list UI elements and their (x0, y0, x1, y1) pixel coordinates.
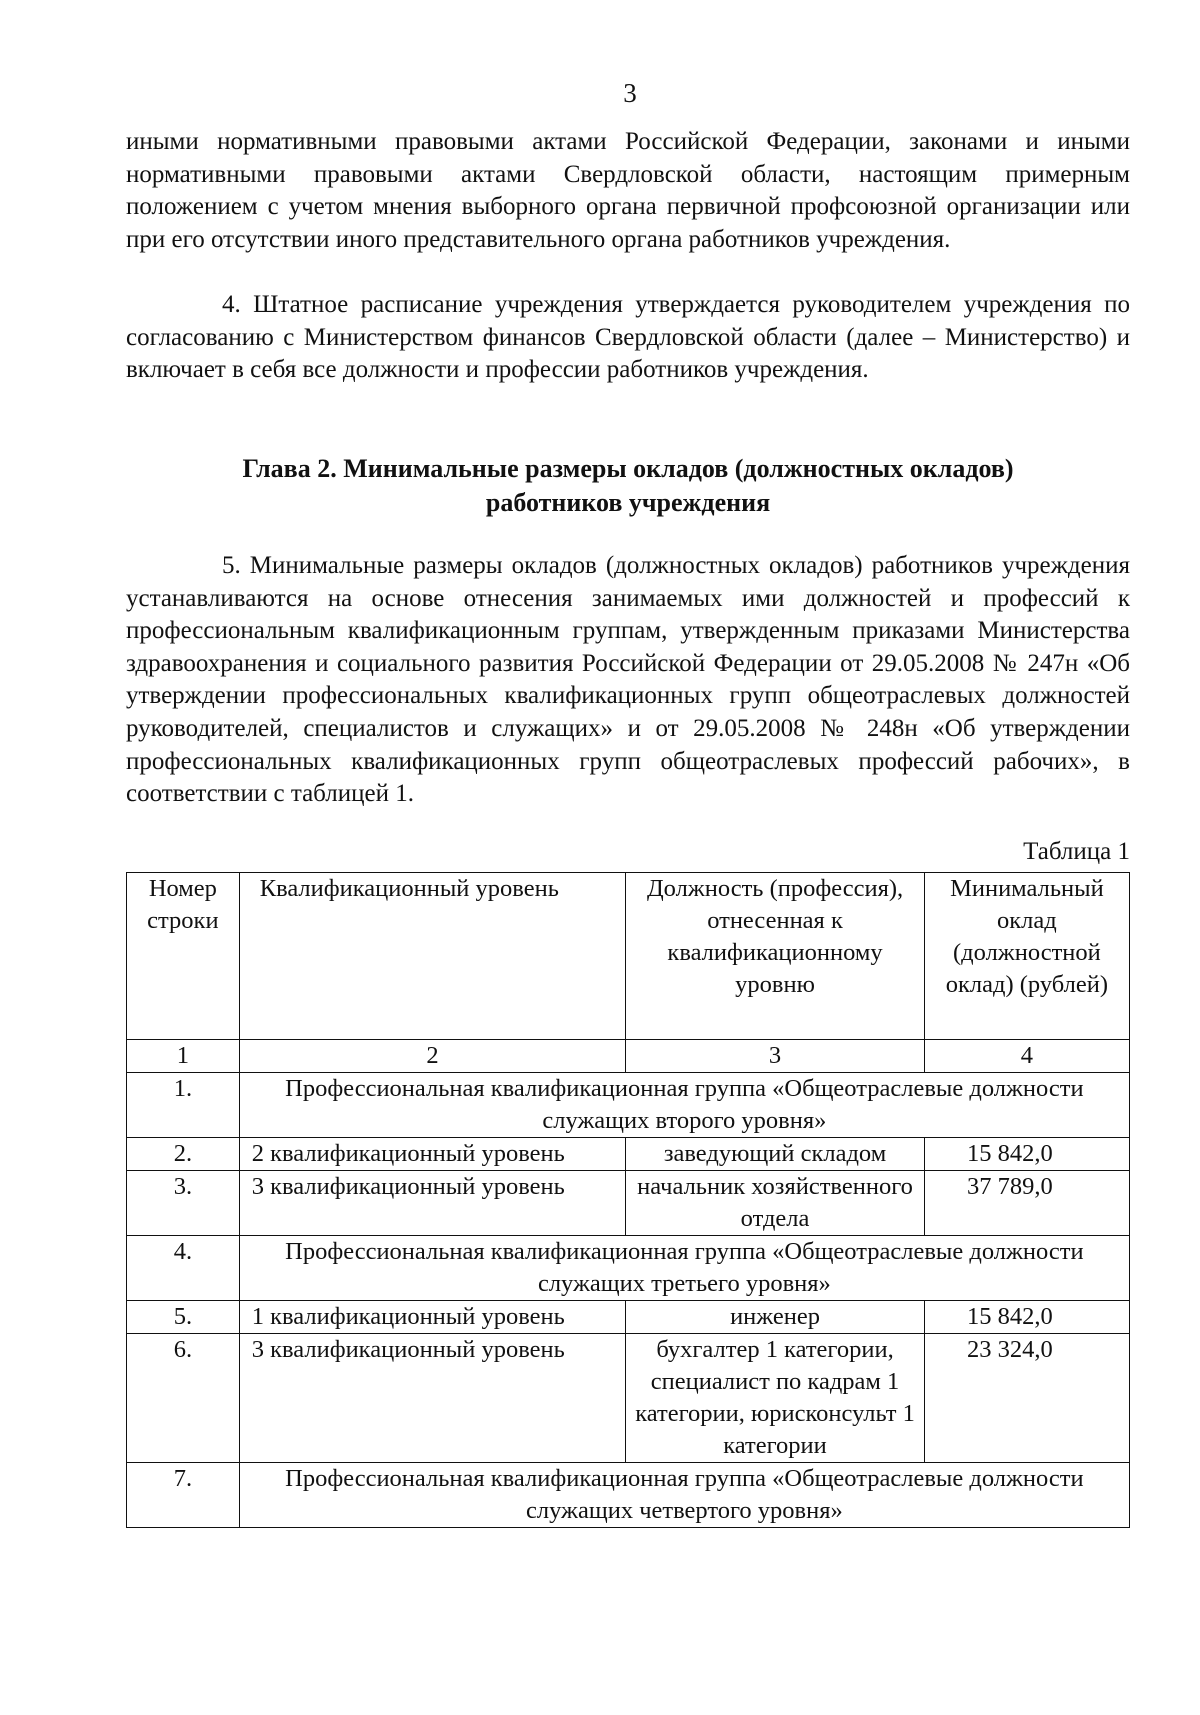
position: бухгалтер 1 категории, специалист по кадрам 1 категории, юрисконсульт 1 категории (626, 1334, 924, 1463)
salary-table (126, 872, 1130, 1528)
min-salary: 23 324,0 (924, 1334, 1129, 1463)
index-cell: 1 (127, 1040, 240, 1073)
table-row (127, 1171, 1130, 1236)
row-number: 1. (127, 1073, 240, 1138)
index-cell: 4 (924, 1040, 1129, 1073)
position: инженер (626, 1301, 924, 1334)
min-salary: 15 842,0 (924, 1138, 1129, 1171)
index-cell: 2 (239, 1040, 626, 1073)
group-title: Профессиональная квалификационная группа «Общеотраслевые должности служащих четвертого уровня» (239, 1463, 1129, 1528)
header-position: Должность (профессия), отнесенная к квалификационному уровню (626, 873, 924, 1040)
header-row-number: Номер строки (127, 873, 240, 1040)
table-row (127, 1463, 1130, 1528)
chapter-heading-line-2: работников учреждения (485, 488, 771, 517)
group-title: Профессиональная квалификационная группа «Общеотраслевые должности служащих второго уровня» (239, 1073, 1129, 1138)
header-qualification-level: Квалификационный уровень (239, 873, 626, 1040)
row-number: 7. (127, 1463, 240, 1528)
row-number: 4. (127, 1236, 240, 1301)
table-row (127, 1236, 1130, 1301)
table-row (127, 1334, 1130, 1463)
table-row (127, 1138, 1130, 1171)
chapter-heading-line-1: Глава 2. Минимальные размеры окладов (должностных окладов) (242, 454, 1014, 483)
index-cell: 3 (626, 1040, 924, 1073)
qualification-level: 3 квалификационный уровень (239, 1334, 626, 1463)
group-title: Профессиональная квалификационная группа «Общеотраслевые должности служащих третьего уровня» (239, 1236, 1129, 1301)
qualification-level: 2 квалификационный уровень (239, 1138, 626, 1171)
min-salary: 15 842,0 (924, 1301, 1129, 1334)
paragraph-intro: иными нормативными правовыми актами Российской Федерации, законами и иными нормативными правовыми актами Свердловской области, настоящим примерным положением с учетом мнения выборного органа первичной профсоюзной организации или при его отсутствии иного представительного органа работников учреждения. (126, 128, 1130, 253)
chapter-heading (126, 452, 1130, 520)
paragraph-4: 4. Штатное расписание учреждения утверждается руководителем учреждения по согласованию с Министерством финансов Свердловской области (далее – Министерство) и включает в себя все должности и профессии работников учреждения. (126, 291, 1130, 384)
position: начальник хозяйственного отдела (626, 1171, 924, 1236)
qualification-level: 3 квалификационный уровень (239, 1171, 626, 1236)
row-number: 5. (127, 1301, 240, 1334)
row-number: 6. (127, 1334, 240, 1463)
page-number: 3 (623, 78, 637, 108)
table-row (127, 1073, 1130, 1138)
paragraph-5: 5. Минимальные размеры окладов (должностных окладов) работников учреждения устанавливаются на основе отнесения занимаемых ими должностей и профессий к профессиональным квалификационным группам, утвержденным приказами Министерства здравоохранения и социального развития Российской Федерации от 29.05.2008 № 247н «Об утверждении профессиональных квалификационных групп общеотраслевых должностей руководителей, специалистов и служащих» и от 29.05.2008 № 248н «Об утверждении профессиональных квалификационных групп общеотраслевых профессий рабочих», в соответствии с таблицей 1. (126, 552, 1130, 808)
row-number: 3. (127, 1171, 240, 1236)
table-index-row (127, 1040, 1130, 1073)
position: заведующий складом (626, 1138, 924, 1171)
min-salary: 37 789,0 (924, 1171, 1129, 1236)
table-caption: Таблица 1 (1023, 838, 1130, 865)
table-header-row (127, 873, 1130, 1040)
qualification-level: 1 квалификационный уровень (239, 1301, 626, 1334)
row-number: 2. (127, 1138, 240, 1171)
table-row (127, 1301, 1130, 1334)
header-min-salary: Минимальный оклад (должностной оклад) (рублей) (924, 873, 1129, 1040)
